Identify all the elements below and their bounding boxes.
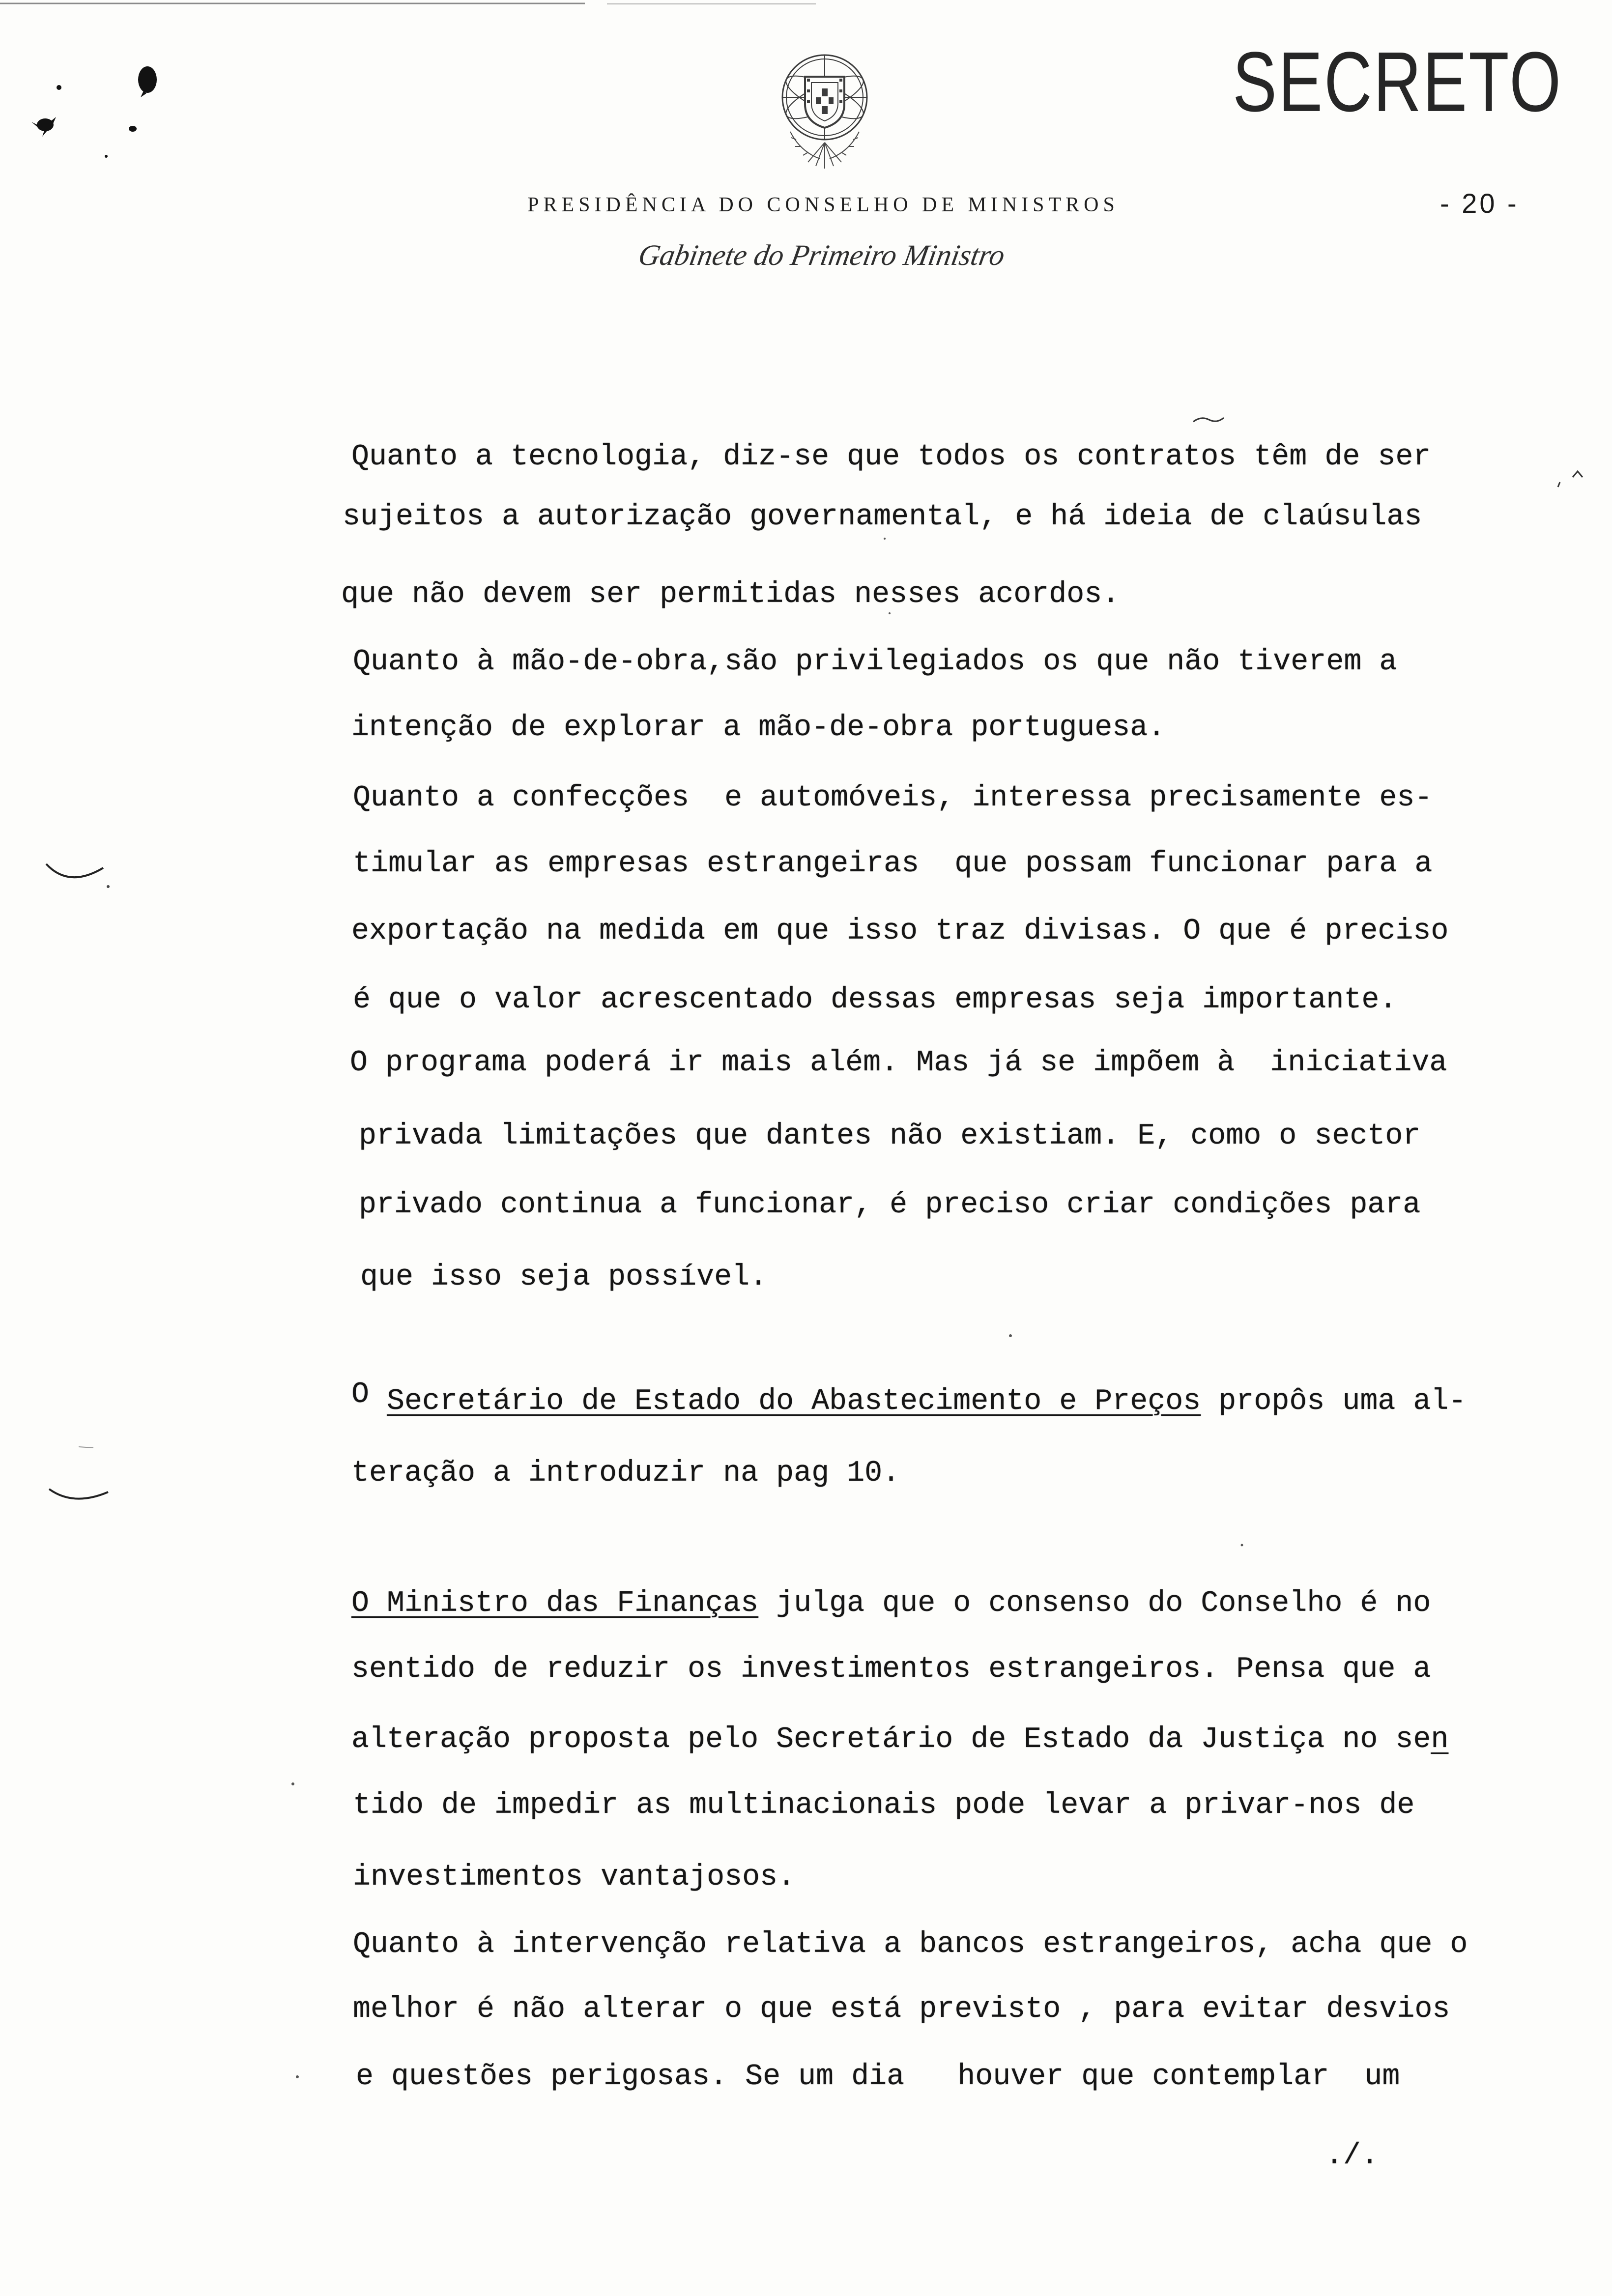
paragraph-1-line: privada limitações que dantes não existiam. E, como o sector [359, 1119, 1421, 1153]
paragraph-1-line: timular as empresas estrangeiras que possam funcionar para a [353, 847, 1433, 881]
paragraph-1-line: Quanto a tecnologia, diz-se que todos os contratos têm de ser [351, 440, 1431, 474]
paragraph-2-line: teração a introduzir na pag 10. [351, 1457, 900, 1490]
institution-header: PRESIDÊNCIA DO CONSELHO DE MINISTROS [527, 194, 1119, 216]
coat-of-arms-icon [771, 48, 879, 171]
paragraph-1-line: exportação na medida em que isso traz divisas. O que é preciso [351, 915, 1449, 948]
paragraph-1-line: que isso seja possível. [360, 1261, 768, 1294]
ink-blot [0, 44, 197, 172]
paragraph-3-first-line [351, 1586, 1431, 1621]
paragraph-1-line: O programa poderá ir mais além. Mas já se impõem à iniciativa [350, 1046, 1447, 1080]
paragraph-1-line: Quanto a confecções e automóveis, interessa precisamente es- [353, 781, 1433, 815]
paragraph-3-line [351, 1722, 1448, 1757]
office-subheader: Gabinete do Primeiro Ministro [636, 239, 1008, 271]
margin-mark [34, 850, 133, 904]
paragraph-1-line: que não devem ser permitidas nesses acordos. [341, 578, 1120, 611]
paragraph-1-line: privado continua a funcionar, é preciso criar condições para [359, 1188, 1421, 1222]
paragraph-3-line: Quanto à intervenção relativa a bancos estrangeiros, acha que o [353, 1928, 1468, 1961]
line-text: propôs uma al- [1201, 1385, 1467, 1418]
speaker-name-underlined: O Ministro das Finanças [351, 1587, 759, 1620]
line-text: alteração proposta pelo Secretário de Estado da Justiça no se [351, 1723, 1431, 1756]
paragraph-3-line: e questões perigosas. Se um dia houver que contemplar um [356, 2060, 1400, 2094]
paragraph-3-line: tido de impedir as multinacionais pode levar a privar-nos de [353, 1789, 1415, 1822]
page-number: - 20 - [1440, 188, 1519, 219]
secret-classification-stamp: SECRETO [1233, 34, 1563, 130]
paragraph-3-line: melhor é não alterar o que está previsto , para evitar desvios [353, 1993, 1450, 2026]
paragraph-3-line: sentido de reduzir os investimentos estrangeiros. Pensa que a [351, 1653, 1431, 1686]
stray-mark [1189, 413, 1229, 428]
speaker-name-underlined: Secretário de Estado do Abastecimento e Preços [387, 1385, 1201, 1418]
paragraph-1-line: intenção de explorar a mão-de-obra portuguesa. [351, 711, 1166, 745]
line-text: julga que o consenso do Conselho é no [758, 1587, 1431, 1620]
paragraph-1-line: Quanto à mão-de-obra,são privilegiados os que não tiverem a [353, 645, 1397, 679]
speaker-article: O [351, 1378, 387, 1411]
paragraph-2-first-line [351, 1378, 1467, 1419]
paragraph-1-line: sujeitos a autorização governamental, e há ideia de claúsulas [343, 500, 1422, 534]
scan-edge-line [0, 0, 835, 10]
stray-mark [1553, 464, 1592, 494]
continuation-mark: ./. [1325, 2139, 1379, 2173]
margin-mark [34, 1440, 133, 1509]
paragraph-1-line: é que o valor acrescentado dessas empresas seja importante. [353, 983, 1397, 1017]
hyphenation-underlined-letter: n [1431, 1723, 1449, 1756]
paragraph-3-line: investimentos vantajosos. [353, 1861, 796, 1894]
